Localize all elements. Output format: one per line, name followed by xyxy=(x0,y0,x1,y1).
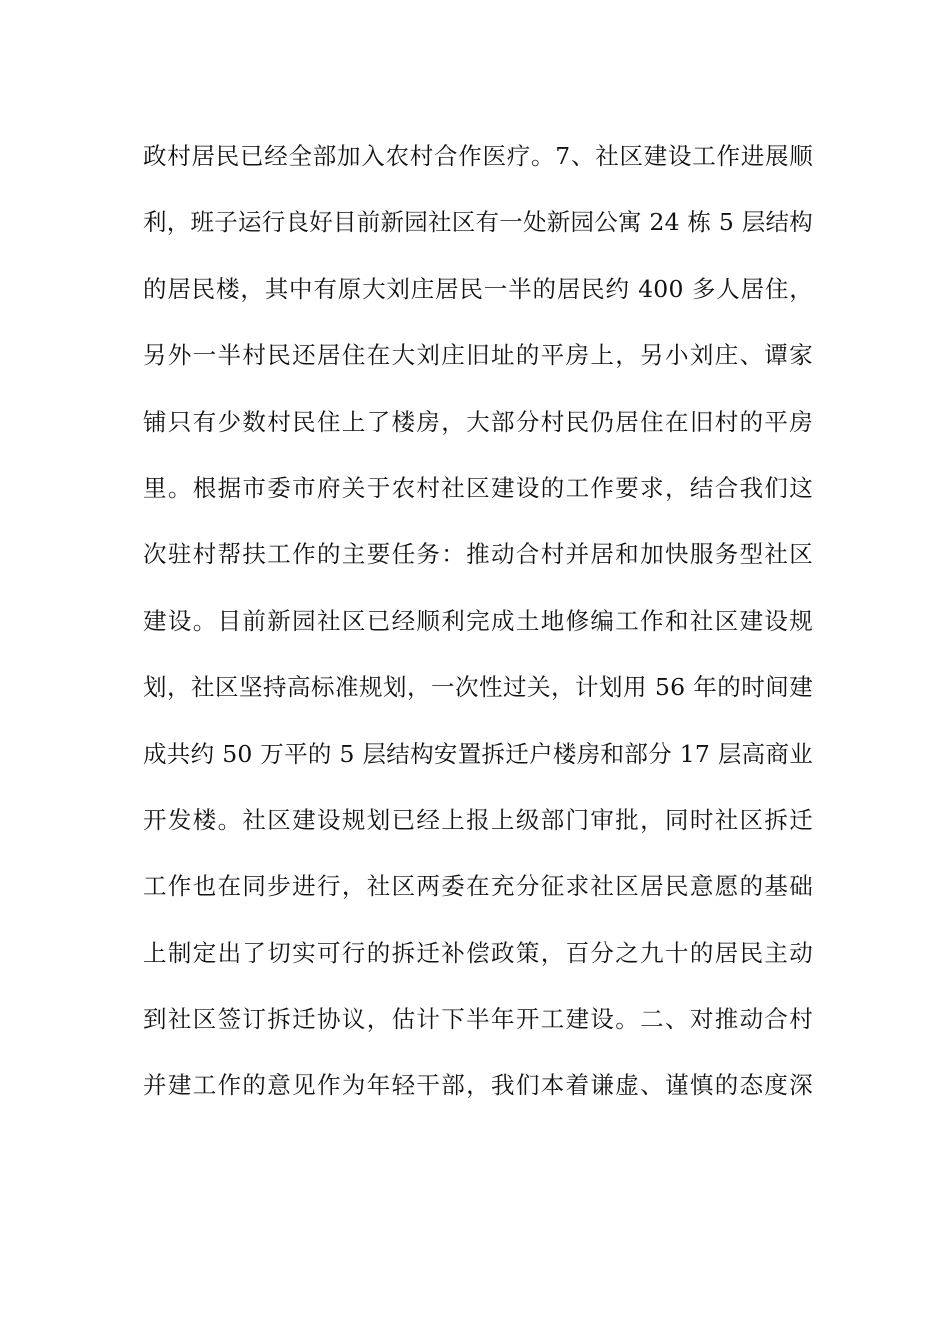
text-line: 利，班子运行良好目前新园社区有一处新园公寓 24 栋 5 层结构 xyxy=(143,208,813,237)
text-line: 政村居民已经全部加入农村合作医疗。7、社区建设工作进展顺 xyxy=(143,142,813,170)
text-line: 另外一半村民还居住在大刘庄旧址的平房上，另小刘庄、谭家 xyxy=(143,341,813,370)
text-line: 到社区签订拆迁协议，估计下半年开工建设。二、对推动合村 xyxy=(143,1005,813,1034)
text-line: 划，社区坚持高标准规划，一次性过关，计划用 56 年的时间建 xyxy=(143,673,813,702)
text-line: 开发楼。社区建设规划已经上报上级部门审批，同时社区拆迁 xyxy=(143,805,813,834)
text-line: 并建工作的意见作为年轻干部，我们本着谦虚、谨慎的态度深 xyxy=(143,1071,813,1100)
text-line: 铺只有少数村民住上了楼房，大部分村民仍居住在旧村的平房 xyxy=(143,407,813,436)
body-text xyxy=(143,128,813,1124)
text-line: 建设。目前新园社区已经顺利完成土地修编工作和社区建设规 xyxy=(143,606,813,635)
text-line: 成共约 50 万平的 5 层结构安置拆迁户楼房和部分 17 层高商业 xyxy=(143,739,813,768)
text-line: 里。根据市委市府关于农村社区建设的工作要求，结合我们这 xyxy=(143,473,813,502)
text-line: 上制定出了切实可行的拆迁补偿政策，百分之九十的居民主动 xyxy=(143,938,813,967)
text-line: 工作也在同步进行，社区两委在充分征求社区居民意愿的基础 xyxy=(143,872,813,901)
text-line: 的居民楼，其中有原大刘庄居民一半的居民约 400 多人居住， xyxy=(143,274,813,303)
text-line: 次驻村帮扶工作的主要任务：推动合村并居和加快服务型社区 xyxy=(143,540,813,569)
